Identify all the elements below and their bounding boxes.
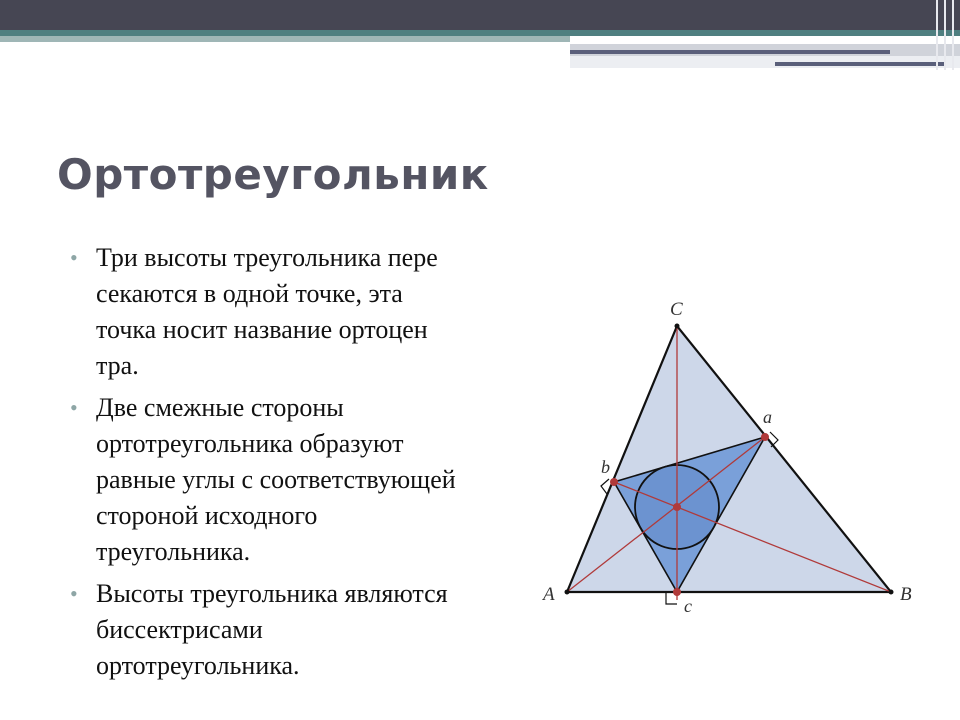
- bullet-line: Высоты треугольника являются: [96, 579, 448, 608]
- triangle-diagram: [538, 295, 920, 625]
- bullet-line: стороной исходного: [96, 501, 318, 530]
- header-light-band: [0, 36, 570, 42]
- label-foot-a: a: [763, 407, 772, 427]
- vertex-c-point: [675, 324, 680, 329]
- bullet-line: Три высоты треугольника пере: [96, 243, 438, 272]
- bullet-item: [70, 240, 550, 384]
- point-c-foot: [673, 588, 681, 596]
- label-vertex-a: A: [543, 584, 555, 605]
- bullet-line: биссектрисами: [96, 615, 263, 644]
- slide-title: Ортотреугольник: [57, 150, 489, 199]
- bullet-item: [70, 576, 550, 684]
- bullet-line: треугольника.: [96, 537, 251, 566]
- orthocenter-point: [673, 503, 681, 511]
- bullet-line: ортотреугольника образуют: [96, 429, 404, 458]
- bullet-line: секаются в одной точке, эта: [96, 279, 403, 308]
- bullet-list-container: [70, 240, 550, 690]
- header-corner-lines: [930, 0, 960, 70]
- label-foot-b: b: [601, 457, 610, 477]
- header-right-rule-lower: [775, 62, 945, 66]
- bullet-marker: •: [70, 581, 78, 606]
- bullet-line: тра.: [96, 351, 139, 380]
- orthic-triangle-figure: [538, 295, 920, 625]
- header-dark-band: [0, 0, 960, 30]
- vertex-b-point: [889, 590, 894, 595]
- bullet-line: равные углы с соответствующей: [96, 465, 456, 494]
- bullet-item: [70, 390, 550, 570]
- bullet-line: точка носит название ортоцен: [96, 315, 428, 344]
- point-b-foot: [610, 478, 618, 486]
- bullet-line: Две смежные стороны: [96, 393, 344, 422]
- vertex-a-point: [565, 590, 570, 595]
- label-foot-c: c: [684, 596, 692, 616]
- header-right-rule: [570, 50, 890, 54]
- bullet-list: [70, 240, 550, 684]
- label-vertex-b: B: [900, 584, 912, 605]
- bullet-line: ортотреугольника.: [96, 651, 300, 680]
- point-a-foot: [761, 433, 769, 441]
- bullet-marker: •: [70, 395, 78, 420]
- bullet-marker: •: [70, 245, 78, 270]
- label-vertex-c: C: [670, 299, 683, 320]
